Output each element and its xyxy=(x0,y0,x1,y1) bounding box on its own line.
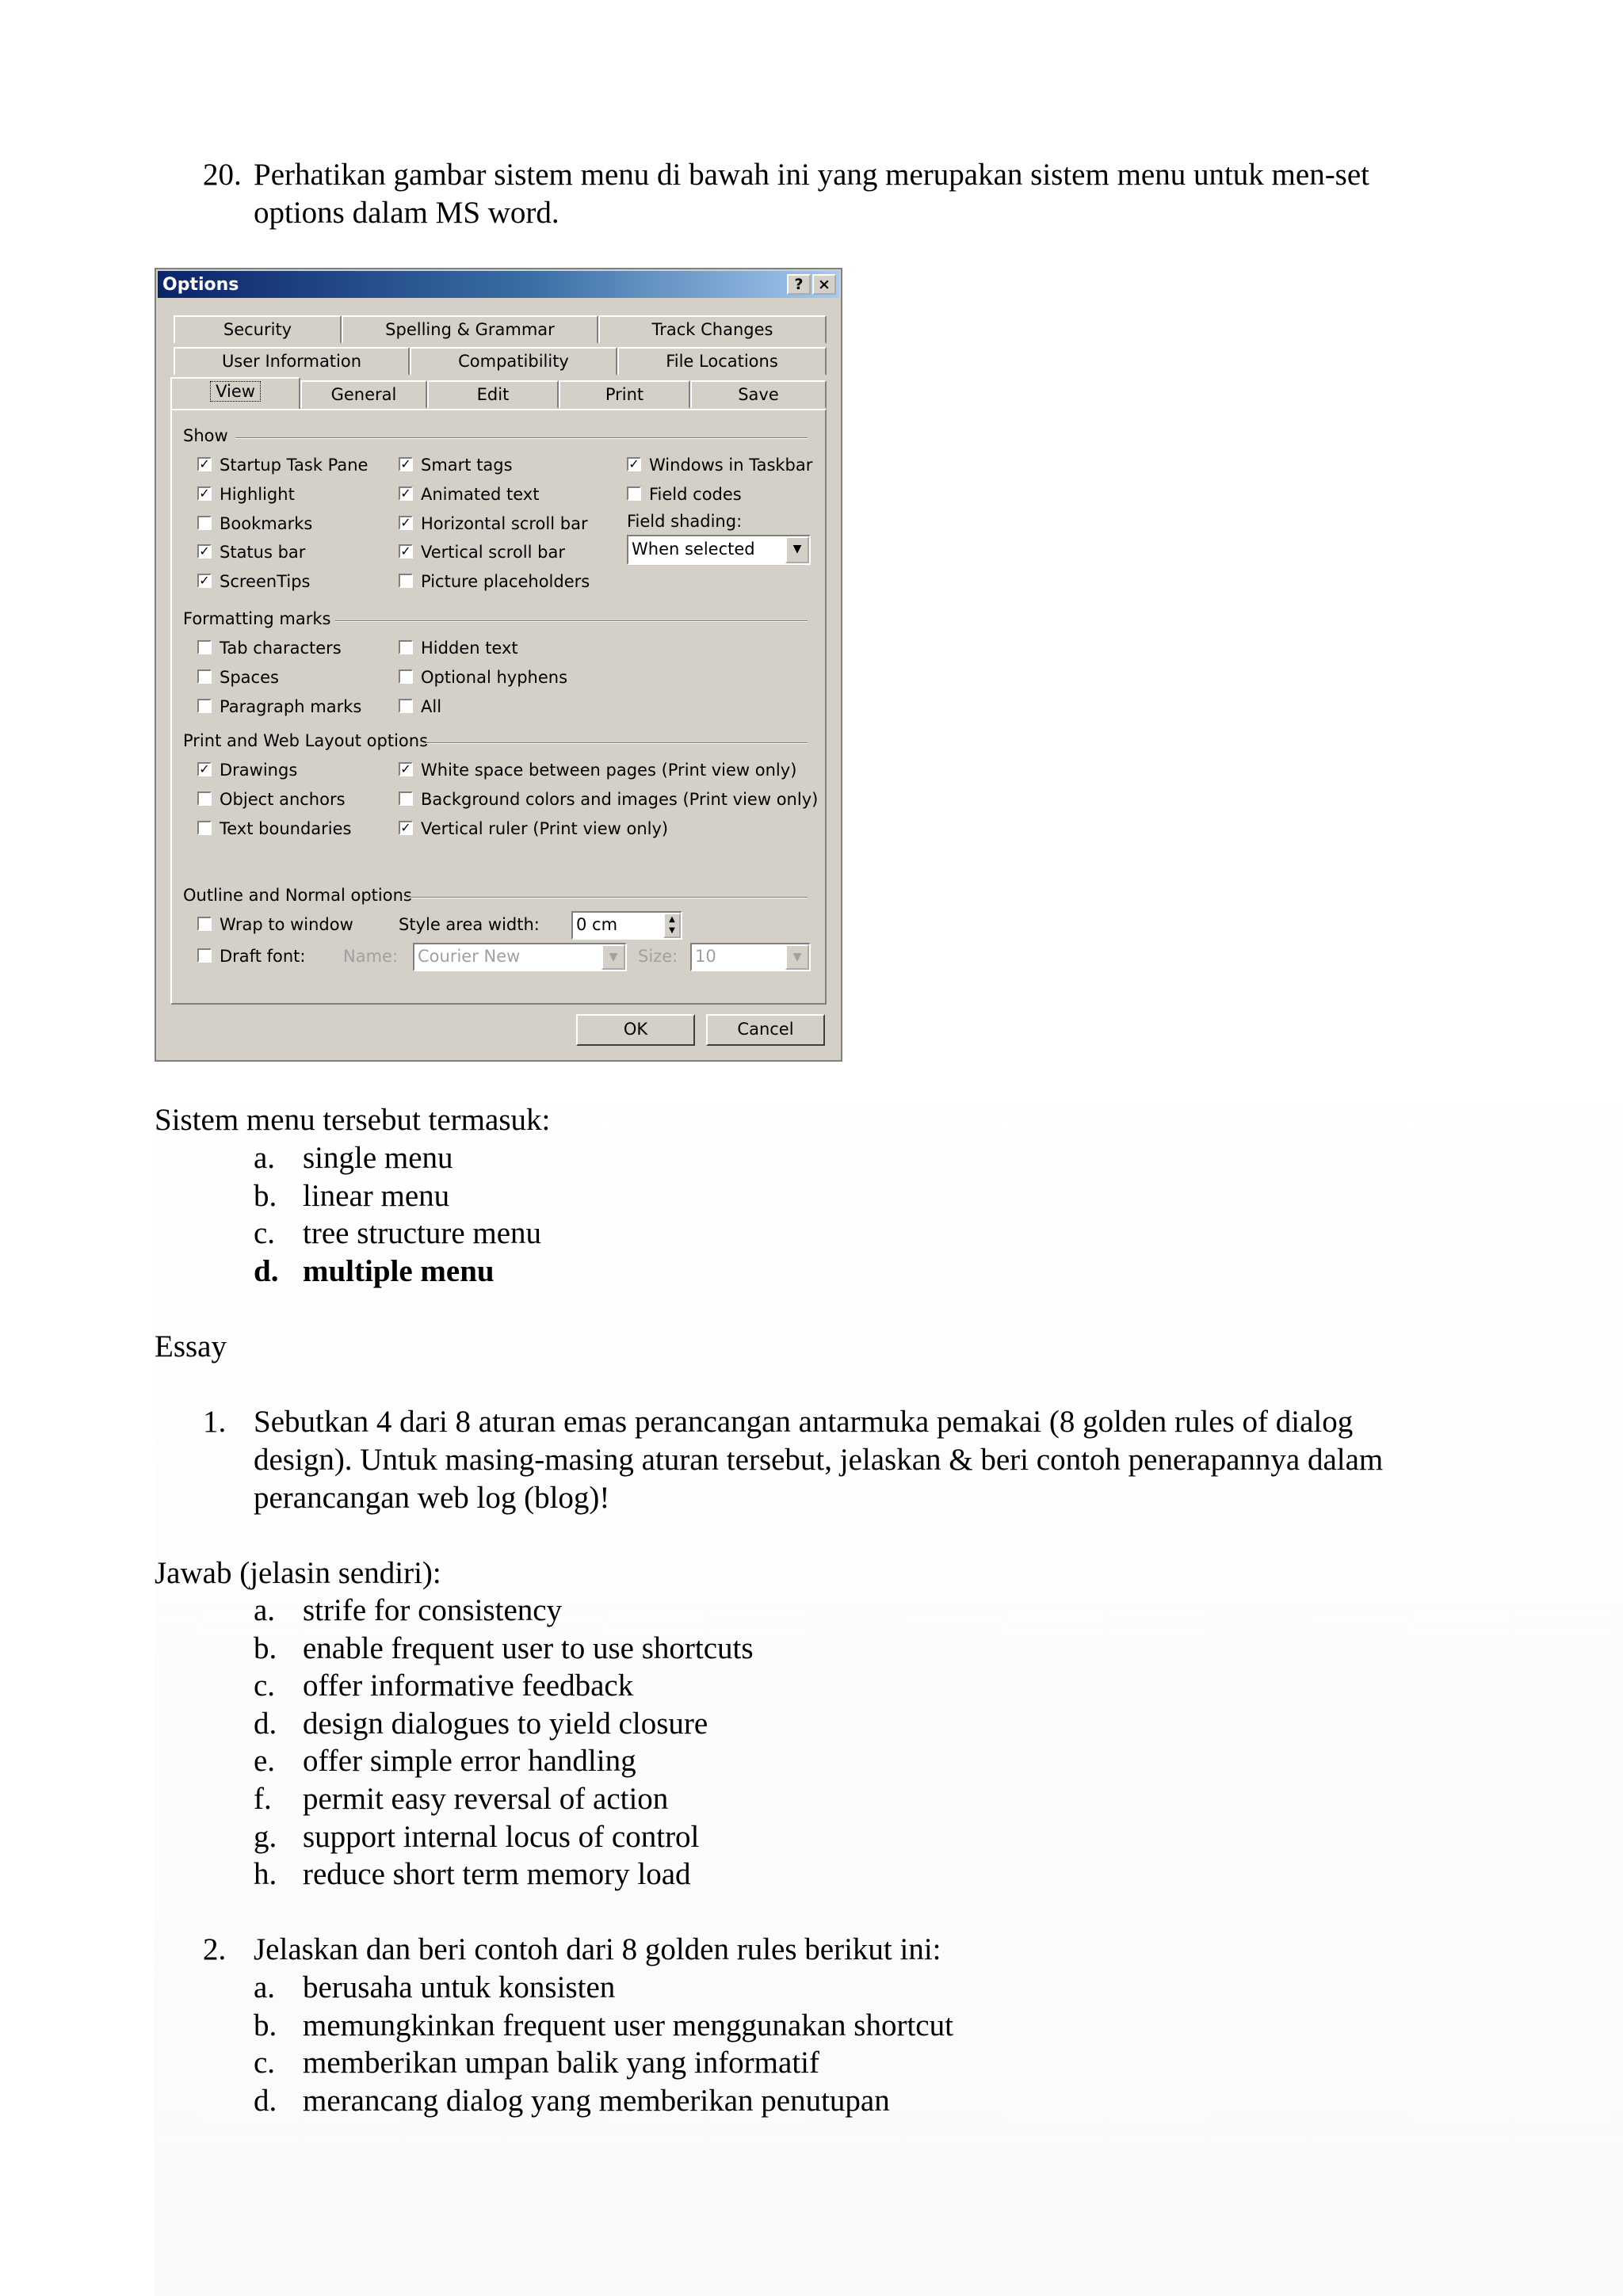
tab-file-locations[interactable]: File Locations xyxy=(617,347,827,376)
q20-answers-intro: Sistem menu tersebut termasuk: xyxy=(155,1103,551,1137)
list-item-text: linear menu xyxy=(303,1178,450,1213)
checkbox-smart-tags[interactable]: ✓ Smart tags xyxy=(399,455,513,475)
checkbox-animated-text[interactable]: ✓ Animated text xyxy=(399,484,539,505)
essay-q1-number: 1. xyxy=(203,1405,227,1439)
list-item-letter: e. xyxy=(254,1744,276,1779)
field-shading-select[interactable]: When selected ▼ xyxy=(627,535,811,565)
tab-print[interactable]: Print xyxy=(559,380,690,409)
checkbox-windows-in-taskbar[interactable]: ✓ Windows in Taskbar xyxy=(627,455,812,475)
essay-answer-intro: Jawab (jelasin sendiri): xyxy=(155,1556,441,1590)
list-item-letter: c. xyxy=(254,2046,276,2081)
list-item-text: berusaha untuk konsisten xyxy=(303,1970,616,2004)
question-20-line-2: options dalam MS word. xyxy=(254,196,559,230)
checkbox-draft-font[interactable]: Draft font: xyxy=(197,946,305,967)
list-item-text: memungkinkan frequent user menggunakan shortcut xyxy=(303,2008,953,2042)
style-area-width-label: Style area width: xyxy=(399,915,540,934)
ok-button[interactable]: OK xyxy=(576,1014,695,1046)
dropdown-arrow-icon[interactable]: ▼ xyxy=(785,944,809,970)
checkbox-vertical-ruler[interactable]: ✓ Vertical ruler (Print view only) xyxy=(399,818,668,839)
font-name-label: Name: xyxy=(343,947,399,966)
list-item-text: offer informative feedback xyxy=(303,1669,634,1703)
dialog-titlebar xyxy=(158,271,839,298)
group-show-rule xyxy=(235,437,808,439)
list-item-letter: g. xyxy=(254,1819,277,1854)
essay-q2-number: 2. xyxy=(203,1932,227,1966)
checkbox-drawings[interactable]: ✓ Drawings xyxy=(197,760,297,780)
options-dialog xyxy=(155,268,842,1062)
font-name-select[interactable]: Courier New ▼ xyxy=(413,943,627,971)
tab-track-changes[interactable]: Track Changes xyxy=(598,315,827,344)
group-outline-label: Outline and Normal options xyxy=(183,886,412,905)
list-item-text: enable frequent user to use shortcuts xyxy=(303,1630,754,1665)
list-item-letter: h. xyxy=(254,1857,277,1892)
checkbox-field-codes[interactable]: Field codes xyxy=(627,484,742,505)
list-item-letter: b. xyxy=(254,2008,277,2042)
checkbox-hidden-text[interactable]: Hidden text xyxy=(399,638,518,658)
group-formatting-rule xyxy=(335,620,808,622)
list-item-text: single menu xyxy=(303,1141,453,1175)
list-item-letter: d. xyxy=(254,2083,277,2118)
checkbox-startup-task-pane[interactable]: ✓ Startup Task Pane xyxy=(197,455,368,475)
question-20-line-1: Perhatikan gambar sistem menu di bawah ini yang merupakan sistem menu untuk men-set xyxy=(254,158,1369,192)
tab-edit[interactable]: Edit xyxy=(427,380,559,409)
list-item-letter: a. xyxy=(254,1970,276,2004)
close-button[interactable]: × xyxy=(812,274,836,295)
list-item-text: merancang dialog yang memberikan penutupan xyxy=(303,2083,890,2118)
checkbox-horizontal-scroll-bar[interactable]: ✓ Horizontal scroll bar xyxy=(399,513,588,534)
checkbox-picture-placeholders[interactable]: Picture placeholders xyxy=(399,571,590,592)
list-item-letter: c. xyxy=(254,1669,276,1703)
list-item-text: multiple menu xyxy=(303,1253,495,1288)
list-item-letter: d. xyxy=(254,1706,277,1741)
checkbox-tab-characters[interactable]: Tab characters xyxy=(197,638,342,658)
list-item-letter: c. xyxy=(254,1216,276,1251)
essay-q1-line-3: perancangan web log (blog)! xyxy=(254,1481,610,1515)
checkbox-white-space-between-pages[interactable]: ✓ White space between pages (Print view only) xyxy=(399,760,796,780)
checkbox-vertical-scroll-bar[interactable]: ✓ Vertical scroll bar xyxy=(399,542,565,563)
checkbox-background-colors-images[interactable]: Background colors and images (Print view only) xyxy=(399,789,818,810)
list-item-letter: d. xyxy=(254,1253,279,1288)
tab-user-information[interactable]: User Information xyxy=(174,347,410,376)
list-item-text: design dialogues to yield closure xyxy=(303,1706,708,1741)
essay-q1-line-2: design). Untuk masing-masing aturan tersebut, jelaskan & beri contoh penerapannya dalam xyxy=(254,1443,1384,1477)
checkbox-optional-hyphens[interactable]: Optional hyphens xyxy=(399,667,567,688)
spinner-arrows-icon[interactable]: ▲ ▼ xyxy=(663,913,681,938)
checkbox-highlight[interactable]: ✓ Highlight xyxy=(197,484,295,505)
font-size-select[interactable]: 10 ▼ xyxy=(690,943,811,971)
dropdown-arrow-icon[interactable]: ▼ xyxy=(785,536,809,563)
tab-security[interactable]: Security xyxy=(174,315,342,344)
checkbox-paragraph-marks[interactable]: Paragraph marks xyxy=(197,696,361,717)
checkbox-screentips[interactable]: ✓ ScreenTips xyxy=(197,571,311,592)
help-button[interactable]: ? xyxy=(787,274,811,295)
list-item-letter: a. xyxy=(254,1593,276,1627)
checkbox-wrap-to-window[interactable]: Wrap to window xyxy=(197,914,353,935)
dropdown-arrow-icon[interactable]: ▼ xyxy=(601,944,625,970)
essay-q2-line-1: Jelaskan dan beri contoh dari 8 golden rules berikut ini: xyxy=(254,1932,941,1966)
list-item-text: support internal locus of control xyxy=(303,1819,700,1854)
list-item-text: tree structure menu xyxy=(303,1216,542,1251)
field-shading-label: Field shading: xyxy=(627,512,743,531)
list-item-text: reduce short term memory load xyxy=(303,1857,691,1892)
font-size-label: Size: xyxy=(638,947,678,966)
essay-heading: Essay xyxy=(155,1329,227,1363)
list-item-letter: b. xyxy=(254,1630,277,1665)
cancel-button[interactable]: Cancel xyxy=(706,1014,825,1046)
dialog-title: Options xyxy=(162,275,239,295)
tab-spelling-grammar[interactable]: Spelling & Grammar xyxy=(342,315,598,344)
list-item-letter: f. xyxy=(254,1782,272,1816)
checkbox-spaces[interactable]: Spaces xyxy=(197,667,279,688)
list-item-text: offer simple error handling xyxy=(303,1744,636,1779)
list-item-text: memberikan umpan balik yang informatif xyxy=(303,2046,819,2081)
checkbox-all[interactable]: All xyxy=(399,696,441,717)
tab-save[interactable]: Save xyxy=(690,380,827,409)
essay-q1-line-1: Sebutkan 4 dari 8 aturan emas perancangan antarmuka pemakai (8 golden rules of dialog xyxy=(254,1405,1354,1439)
group-print-web-rule xyxy=(426,742,808,744)
tab-view[interactable]: View xyxy=(170,377,300,410)
group-print-web-label: Print and Web Layout options xyxy=(183,731,429,750)
tab-compatibility[interactable]: Compatibility xyxy=(410,347,617,376)
checkbox-status-bar[interactable]: ✓ Status bar xyxy=(197,542,305,563)
list-item-letter: a. xyxy=(254,1141,276,1175)
checkbox-text-boundaries[interactable]: Text boundaries xyxy=(197,818,351,839)
group-show-label: Show xyxy=(183,426,228,445)
group-formatting-label: Formatting marks xyxy=(183,609,331,628)
list-item-letter: b. xyxy=(254,1178,277,1213)
tab-general[interactable]: General xyxy=(300,380,427,409)
style-area-width-input[interactable]: 0 cm ▲ ▼ xyxy=(571,911,682,940)
checkbox-bookmarks[interactable]: Bookmarks xyxy=(197,513,312,534)
group-outline-rule xyxy=(407,897,808,898)
checkbox-object-anchors[interactable]: Object anchors xyxy=(197,789,346,810)
question-20-number: 20. xyxy=(203,158,242,192)
list-item-text: permit easy reversal of action xyxy=(303,1782,669,1816)
list-item-text: strife for consistency xyxy=(303,1593,563,1627)
